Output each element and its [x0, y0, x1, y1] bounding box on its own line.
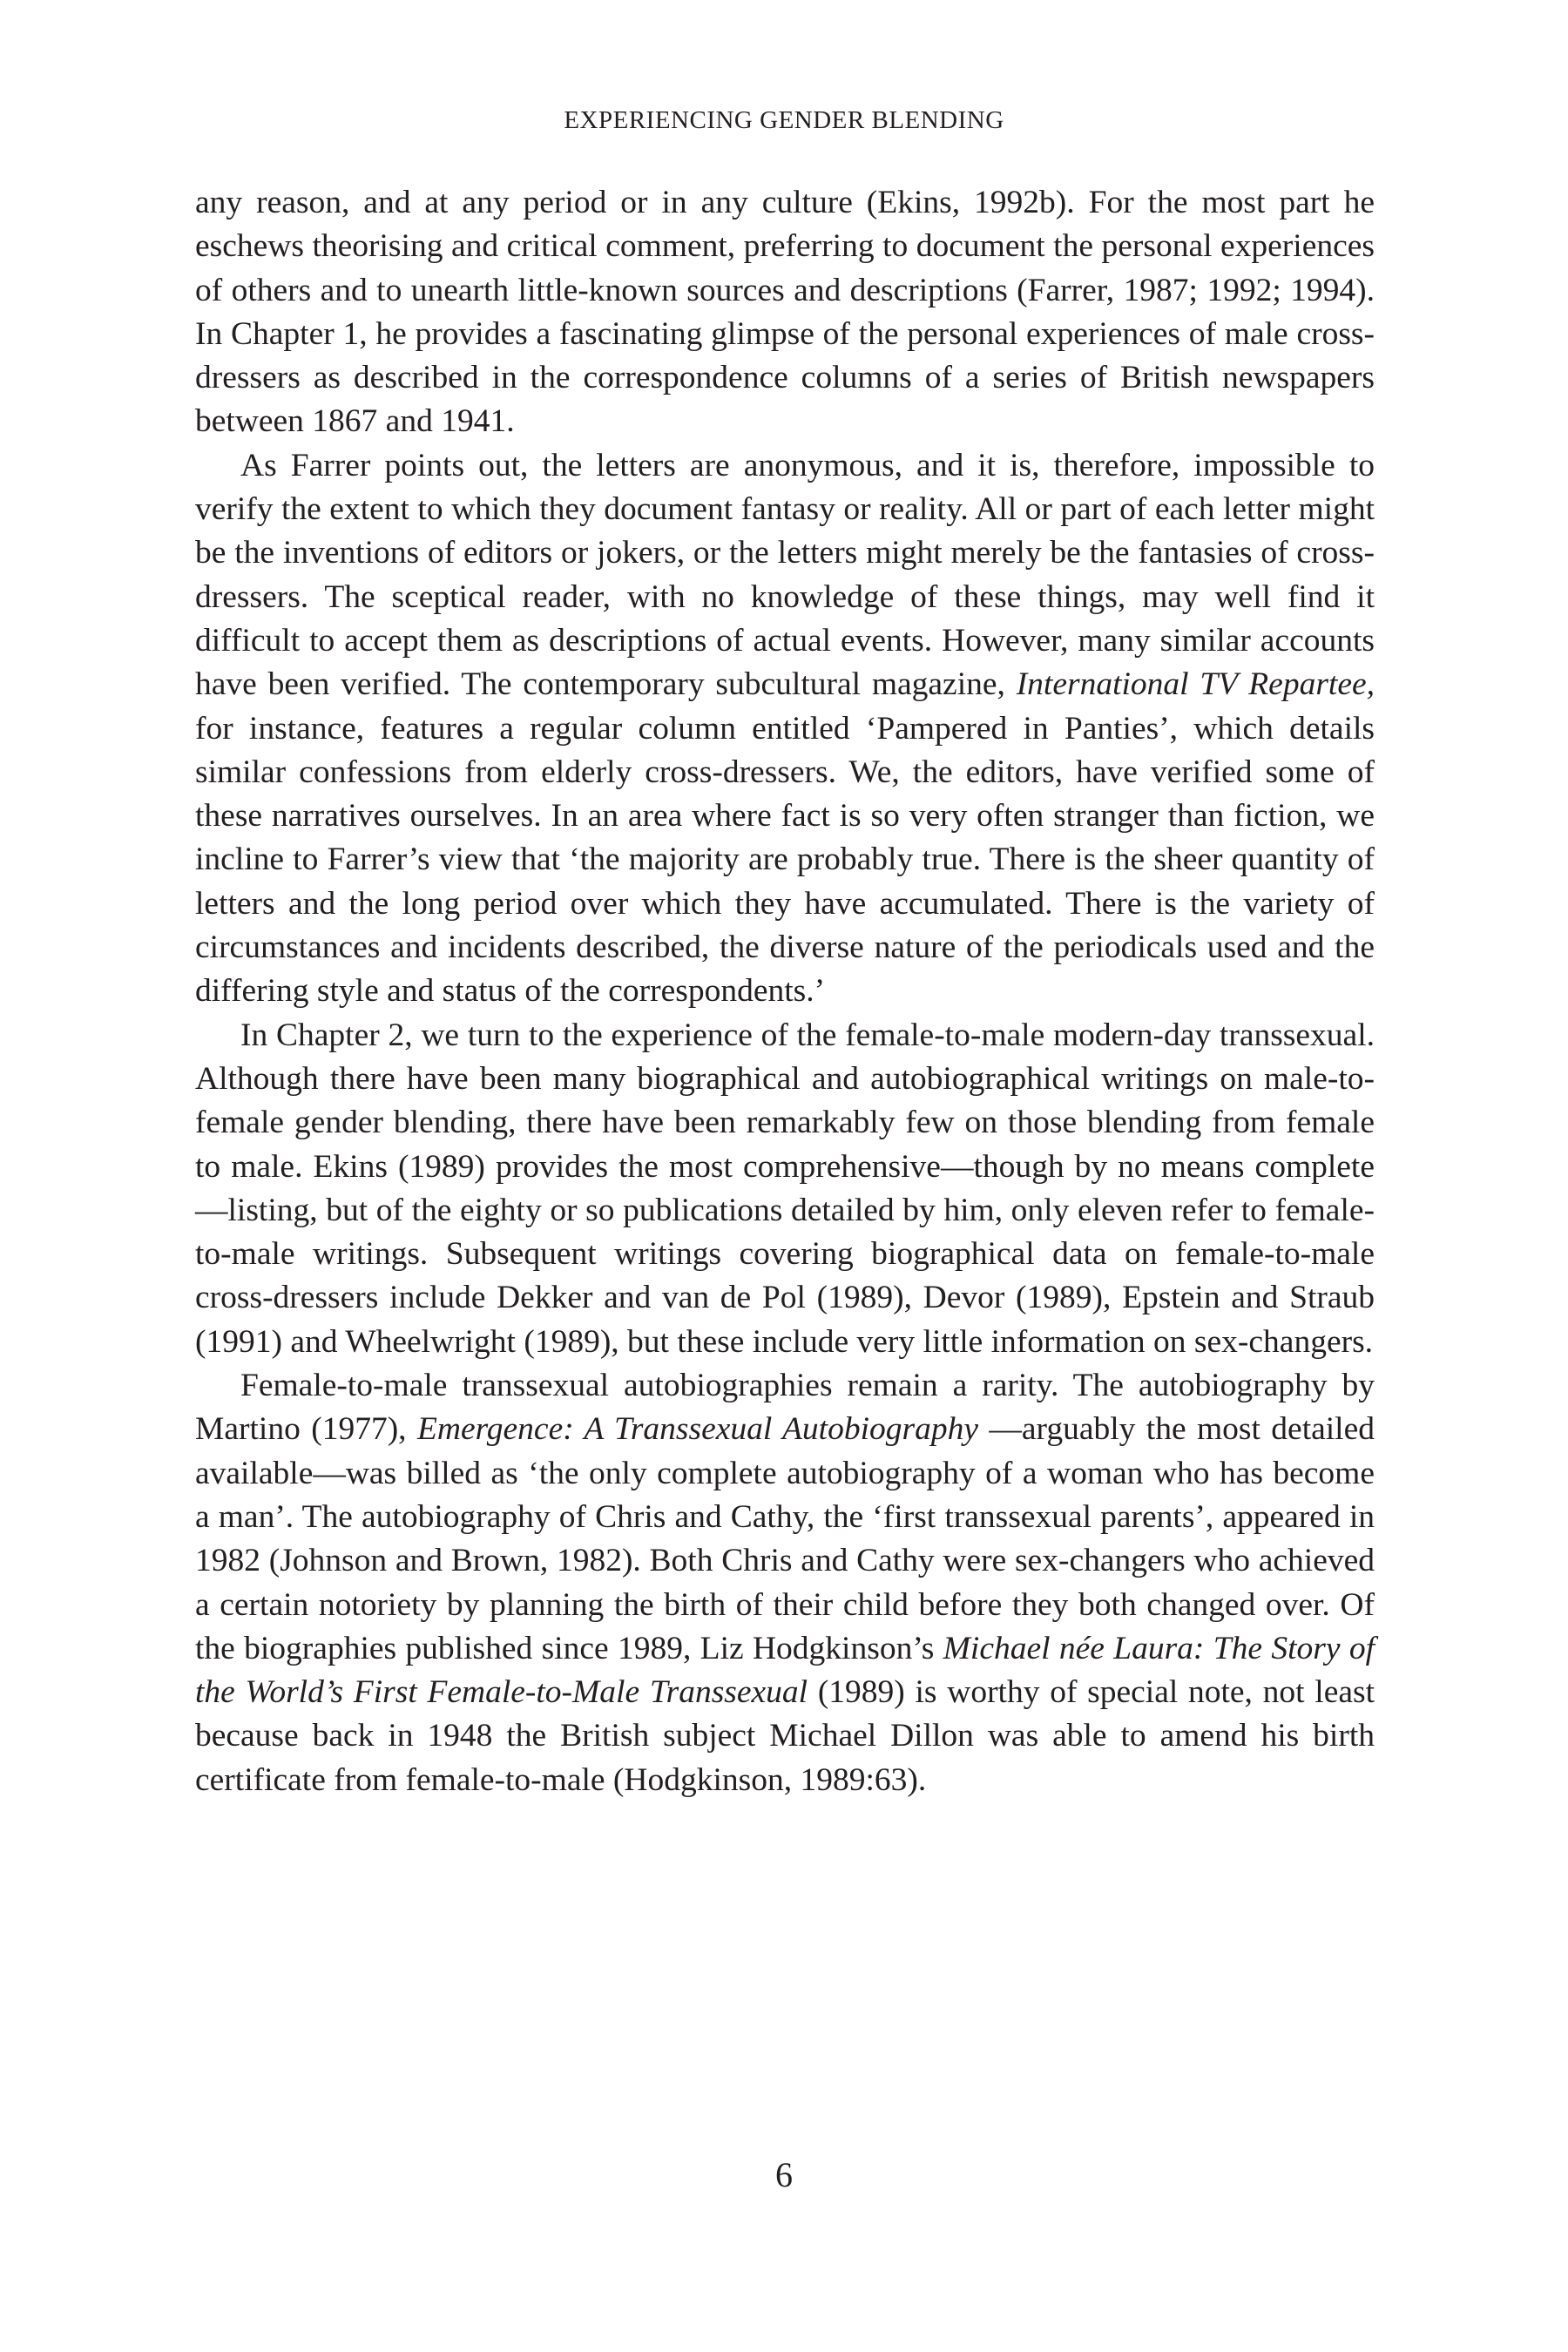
- paragraph-1: [195, 181, 1375, 444]
- text-segment: for instance, features a regular column entitled ‘Pampered in Panties’, which details similar confessions from elderly cross-dressers. We, the editors, have verified some of these narratives ourselves. In an area where fact is so very often stranger than fiction, we incline to Farrer’s view that ‘the majority are probably true. There is the sheer quantity of letters and the long period over which they have accumulated. There is the variety of circumstances and incidents described, the diverse nature of the periodicals used and the differing style and status of the correspondents.’: [195, 710, 1375, 1010]
- paragraph-2: [195, 444, 1375, 1014]
- text-segment: (1989) is worthy of special note, not least because back in 1948 the British subject Michael Dillon was able to amend his birth certificate from female-to-male (Hodgkinson, 1989:63).: [195, 1674, 1375, 1798]
- running-header: EXPERIENCING GENDER BLENDING: [564, 106, 1004, 134]
- text-segment: any reason, and at any period or in any culture (Ekins, 1992b). For the most part he eschews theorising and critical comment, preferring to document the personal experiences of others and to unearth little-known sources and descriptions (Farrer, 1987; 1992; 1994). In Chapter 1, he provides a fascinating glimpse of the personal experiences of male cross-dressers as described in the correspondence columns of a series of British newspapers between 1867 and 1941.: [195, 185, 1375, 440]
- magazine-title: International TV Repartee,: [1016, 666, 1375, 703]
- text-segment: —arguably the most detailed available—was billed as ‘the only complete autobiography of a woman who has become a man’. The autobiography of Chris and Cathy, the ‘first transsexual parents’, appeared in 1982 (Johnson and Brown, 1982). Both Chris and Cathy were sex-changers who achieved a certain notoriety by planning the birth of their child before they both changed over. Of the biographies published since 1989, Liz Hodgkinson’s: [195, 1411, 1375, 1666]
- paragraph-4: [195, 1364, 1375, 1802]
- text-segment: In Chapter 2, we turn to the experience of the female-to-male modern-day transsexual. Although there have been many biographical and autobiographical writings on male-to-female gender blending, there have been remarkably few on those blending from female to male. Ekins (1989) provides the most comprehensive—though by no means complete—listing, but of the eighty or so publications detailed by him, only eleven refer to female-to-male writings. Subsequent writings covering biographical data on female-to-male cross-dressers include Dekker and van de Pol (1989), Devor (1989), Epstein and Straub (1991) and Wheelwright (1989), but these include very little information on sex-changers.: [195, 1017, 1375, 1360]
- page-number: 6: [775, 2155, 793, 2194]
- text-segment: As Farrer points out, the letters are anonymous, and it is, therefore, impossible to verify the extent to which they document fantasy or reality. All or part of each letter might be the inventions of editors or jokers, or the letters might merely be the fantasies of cross-dressers. The sceptical reader, with no knowledge of these things, may well find it difficult to accept them as descriptions of actual events. However, many similar accounts have been verified. The contemporary subcultural magazine,: [195, 447, 1375, 703]
- text-segment: Female-to-male transsexual autobiographies remain a rarity. The autobiography by Martino (1977),: [195, 1368, 1375, 1448]
- book-title-emergence: Emergence: A Transsexual Autobiography: [416, 1411, 978, 1448]
- paragraph-3: [195, 1014, 1375, 1364]
- body-text: [195, 181, 1375, 1802]
- book-title-michael-nee-laura: Michael née Laura: The Story of the World’s First Female-to-Male Transsexual: [195, 1630, 1375, 1711]
